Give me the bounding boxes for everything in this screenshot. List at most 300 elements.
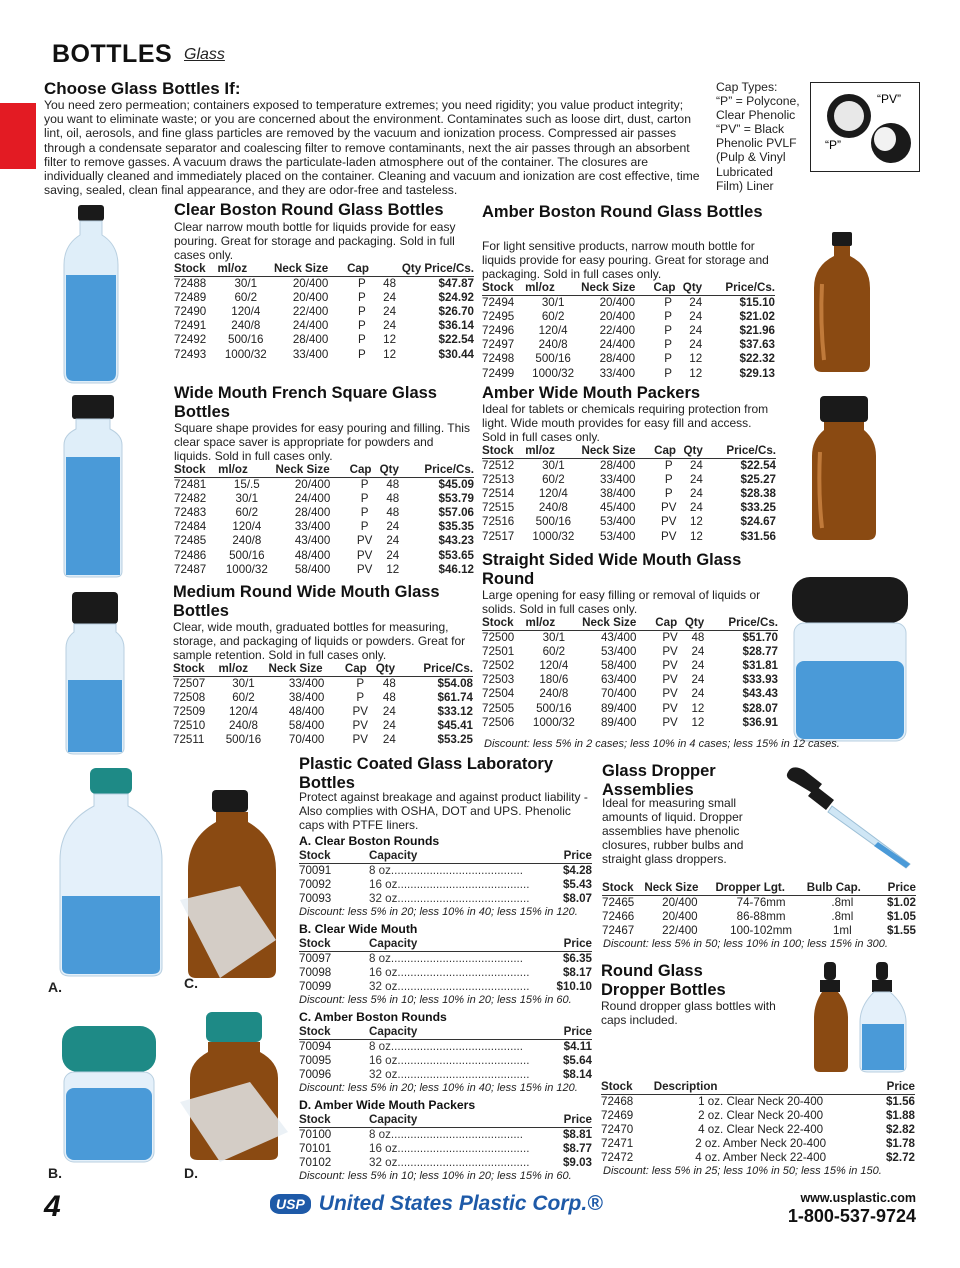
coated-group-discount: Discount: less 5% in 20; less 10% in 40; less 15% in 120. xyxy=(299,906,578,918)
table-cell: $47.87 xyxy=(438,277,474,291)
table-cell: 240/8 xyxy=(232,534,262,548)
table-cell: $1.02 xyxy=(886,896,916,910)
medium-round-desc: Clear, wide mouth, graduated bottles for measuring, storage, and packaging of liquids or powders. Great for sample retention. Sold in full cases only. xyxy=(173,620,466,662)
table-cell: P xyxy=(357,305,366,319)
table-cell: 33/400 xyxy=(288,677,325,691)
table-row xyxy=(174,563,474,577)
table-cell: 48 xyxy=(382,677,396,691)
svg-text:“P”: “P” xyxy=(825,138,841,152)
table-cell: 28/400 xyxy=(600,459,636,473)
french-square-table: Stock ml/oz Neck Size Cap Qty Price/Cs. 72481 15/.5 20/400 P 48 $45.09 72482 30/1 24/400 P 48 $53.79 72483 60/2 28/400 P 48 $57.06 72484 120/4 33/400 P 24 $35.35 72485 240/8 43/400 PV 24 $43.23 72486 500/16 48/400 PV 24 $53.65 72487 1000/32 58/400 PV 12 $46.12 xyxy=(174,463,474,576)
table-cell: 20/400 xyxy=(662,896,698,910)
table-cell: $53.25 xyxy=(437,733,473,747)
table-cell: 22/400 xyxy=(599,324,636,338)
french-square-desc: Square shape provides for easy pouring and filling. This clear space saver is appropriate for powders and liquids. Sold in full cases only. xyxy=(174,421,470,463)
table-cell: 30/1 xyxy=(542,459,565,473)
table-cell: 24 xyxy=(691,673,705,687)
coated-group-heading: D. Amber Wide Mouth Packers xyxy=(299,1098,476,1112)
table-cell: PV xyxy=(662,631,678,645)
table-cell: 72512 xyxy=(482,459,515,473)
table-cell: $21.02 xyxy=(739,310,775,324)
table-cell: $51.70 xyxy=(742,631,778,645)
table-cell: 2 oz. Amber Neck 20-400 xyxy=(695,1137,827,1151)
image-label-b: B. xyxy=(48,1165,62,1181)
table-cell: 33/400 xyxy=(294,520,331,534)
table-cell: 60/2 xyxy=(234,291,258,305)
french-square-bottle-image xyxy=(60,395,126,579)
page-number: 4 xyxy=(44,1190,61,1223)
table-cell: 72501 xyxy=(482,645,515,659)
table-cell: P xyxy=(360,506,369,520)
table-cell: $46.12 xyxy=(438,562,474,576)
table-row xyxy=(482,324,775,338)
table-row xyxy=(482,716,778,730)
table-cell: 24 xyxy=(689,473,703,487)
table-cell: 72489 xyxy=(174,291,207,305)
table-cell: 72466 xyxy=(602,910,635,924)
table-cell: 24/400 xyxy=(294,492,331,506)
table-cell: PV xyxy=(352,719,368,733)
intro-text: You need zero permeation; containers exposed to temperature extremes; you need rigidity; you value product integrity; you want to eliminate waste; or you are concerned about the environment. Contaminates such as loose dirt, dust, carton lint, oil, aerosols, and fine glass particles are removed by the vacuum and ionization process. Compressed air passes through a condensate separator and coalescing filter to remove contaminants, next the air passes through an absorbent filter to remove gasses. A vacuum draws the particulate-laden atmosphere out of the container. The closures are individually cleaned and immediately placed on the container. Cleaning and vacuum and ionization are cost effective, time saving, sealed, clean final appearance, and they are odor-free and tasteless. xyxy=(44,98,700,198)
table-cell: .8ml xyxy=(831,910,854,924)
table-cell: 30/1 xyxy=(234,277,258,291)
table-cell: PV xyxy=(662,659,678,673)
table-cell: $33.12 xyxy=(437,705,473,719)
table-cell: 4 oz. Amber Neck 22-400 xyxy=(695,1151,827,1165)
table-cell: 72470 xyxy=(601,1123,634,1137)
table-row xyxy=(174,319,474,333)
table-cell: 72490 xyxy=(174,305,207,319)
clear-boston-bottle-image xyxy=(58,205,124,385)
table-row xyxy=(602,896,916,911)
table-cell: 72484 xyxy=(174,520,207,534)
table-row: 70097 8 oz......................................... $6.35 xyxy=(299,952,592,966)
table-row xyxy=(482,487,776,501)
table-row xyxy=(482,645,778,659)
table-cell: 58/400 xyxy=(294,562,331,576)
table-cell: 60/2 xyxy=(232,691,255,705)
round-dropper-bottles-image xyxy=(812,962,912,1074)
table-row xyxy=(482,338,775,352)
table-cell: 20/400 xyxy=(662,910,698,924)
table-row xyxy=(482,501,776,515)
table-cell: PV xyxy=(352,733,368,747)
phone-number: 1-800-537-9724 xyxy=(787,1206,916,1226)
table-cell: $35.35 xyxy=(438,520,474,534)
table-cell: 33/400 xyxy=(292,347,329,361)
clear-boston-title: Clear Boston Round Glass Bottles xyxy=(174,201,444,219)
table-cell: $53.79 xyxy=(438,492,474,506)
table-cell: P xyxy=(357,277,366,291)
table-cell: 30/1 xyxy=(232,677,255,691)
straight-sided-table: Stock ml/oz Neck Size Cap Qty Price/Cs. 72500 30/1 43/400 PV 48 $51.70 72501 60/2 53/400 PV 24 $28.77 72502 120/4 58/400 PV 24 $31.81 72503 180/6 63/400 PV 24 $33.93 72504 240/8 70/400 PV 24 $43.43 72505 500/16 89/400 PV 12 $28.07 72506 1000/32 89/400 PV 12 $36.91 xyxy=(482,616,778,729)
table-cell: 60/2 xyxy=(235,506,259,520)
table-row xyxy=(174,291,474,305)
table-cell: 24 xyxy=(383,291,397,305)
table-cell: 2 oz. Clear Neck 20-400 xyxy=(698,1109,824,1123)
table-row xyxy=(482,687,778,701)
table-cell: $53.65 xyxy=(438,548,474,562)
table-row xyxy=(174,506,474,520)
coated-group-discount: Discount: less 5% in 10; less 10% in 20; less 15% in 60. xyxy=(299,1170,572,1182)
table-cell: 24 xyxy=(689,501,703,515)
table-cell: 72468 xyxy=(601,1095,634,1109)
table-cell: 500/16 xyxy=(536,701,572,715)
table-cell: 89/400 xyxy=(600,701,637,715)
table-cell: 120/4 xyxy=(538,324,568,338)
table-row: 70101 16 oz......................................... $8.77 xyxy=(299,1142,592,1156)
table-cell: 24 xyxy=(386,534,400,548)
table-cell: 72482 xyxy=(174,492,207,506)
table-cell: 12 xyxy=(689,529,703,543)
table-cell: 30/1 xyxy=(235,492,259,506)
table-cell: $31.56 xyxy=(740,529,776,543)
table-cell: P xyxy=(664,487,673,501)
table-cell: 22/400 xyxy=(662,924,698,938)
table-row: 70094 8 oz......................................... $4.11 xyxy=(299,1040,592,1054)
table-cell: 72465 xyxy=(602,896,635,910)
table-cell: $28.77 xyxy=(742,645,778,659)
table-cell: 30/1 xyxy=(541,296,565,310)
table-cell: $21.96 xyxy=(739,324,775,338)
amber-packers-table: Stock ml/oz Neck Size Cap Qty Price/Cs. 72512 30/1 28/400 P 24 $22.54 72513 60/2 33/400 P 24 $25.27 72514 120/4 38/400 P 24 $28.38 72515 240/8 45/400 PV 24 $33.25 72516 500/16 53/400 PV 12 $24.67 72517 1000/32 53/400 PV 12 $31.56 xyxy=(482,444,776,543)
table-cell: 72495 xyxy=(482,310,515,324)
table-row xyxy=(482,631,778,646)
table-cell: $45.09 xyxy=(438,478,474,492)
coated-bottle-c-image xyxy=(180,790,284,980)
usp-logo-mark: USP xyxy=(270,1194,311,1214)
image-label-c: C. xyxy=(184,975,198,991)
table-cell: 72516 xyxy=(482,515,515,529)
table-cell: $25.27 xyxy=(740,473,776,487)
table-row xyxy=(602,924,916,938)
coated-group-table: Stock Capacity Price 70091 8 oz......................................... $4.28 70092 16 oz......................................... $5.43 70093 32 oz......................................... $8.07 xyxy=(299,849,592,906)
medium-round-table: Stock ml/oz Neck Size Cap Qty Price/Cs. 72507 30/1 33/400 P 48 $54.08 72508 60/2 38/400 P 48 $61.74 72509 120/4 48/400 PV 24 $33.12 72510 240/8 58/400 PV 24 $45.41 72511 500/16 70/400 PV 24 $53.25 xyxy=(173,662,473,747)
table-cell: 120/4 xyxy=(231,305,261,319)
table-cell: $1.05 xyxy=(886,910,916,924)
table-cell: 48/400 xyxy=(294,548,331,562)
coated-group-table: Stock Capacity Price 70094 8 oz......................................... $4.11 70095 16 oz......................................... $5.64 70096 32 oz......................................... $8.14 xyxy=(299,1025,592,1082)
table-row xyxy=(482,659,778,673)
table-cell: P xyxy=(357,347,366,361)
table-cell: $30.44 xyxy=(438,347,474,361)
table-cell: 12 xyxy=(386,562,400,576)
table-cell: PV xyxy=(662,687,678,701)
table-cell: 60/2 xyxy=(541,310,565,324)
table-cell: PV xyxy=(352,705,368,719)
table-row xyxy=(601,1095,915,1110)
table-cell: 12 xyxy=(691,715,705,729)
table-cell: $26.70 xyxy=(438,305,474,319)
table-cell: 48 xyxy=(383,277,397,291)
table-cell: 48 xyxy=(386,478,400,492)
table-row xyxy=(174,277,474,292)
table-cell: 20/400 xyxy=(292,277,329,291)
amber-packers-desc: Ideal for tablets or chemicals requiring protection from light. Wide mouth provides for easy fill and access. Sold in full cases only. xyxy=(482,402,769,444)
table-cell: 72509 xyxy=(173,705,206,719)
table-cell: P xyxy=(664,338,673,352)
clear-boston-table: Stock ml/oz Neck Size Cap Qty Price/Cs. 72488 30/1 20/400 P 48 $47.87 72489 60/2 20/400 P 24 $24.92 72490 120/4 22/400 P 24 $26.70 72491 240/8 24/400 P 24 $36.14 72492 500/16 28/400 P 12 $22.54 72493 1000/32 33/400 P 12 $30.44 xyxy=(174,262,474,361)
table-row xyxy=(174,549,474,563)
table-cell: 72488 xyxy=(174,277,207,291)
table-row: 70099 32 oz......................................... $10.10 xyxy=(299,980,592,994)
cap-types-image xyxy=(810,82,920,172)
table-row xyxy=(482,296,775,311)
table-row xyxy=(173,691,473,705)
table-cell: PV xyxy=(661,501,677,515)
coated-group-discount: Discount: less 5% in 20; less 10% in 40; less 15% in 120. xyxy=(299,1082,578,1094)
amber-boston-bottle-image xyxy=(808,232,876,374)
coated-group-heading: C. Amber Boston Rounds xyxy=(299,1010,447,1024)
table-cell: $57.06 xyxy=(438,506,474,520)
table-cell: 72517 xyxy=(482,529,515,543)
table-cell: 120/4 xyxy=(232,520,262,534)
table-row: 70095 16 oz......................................... $5.64 xyxy=(299,1054,592,1068)
table-cell: 28/400 xyxy=(292,333,329,347)
table-cell: $22.54 xyxy=(438,333,474,347)
amber-boston-table: Stock ml/oz Neck Size Cap Qty Price/Cs. 72494 30/1 20/400 P 24 $15.10 72495 60/2 20/400 P 24 $21.02 72496 120/4 22/400 P 24 $21.96 72497 240/8 24/400 P 24 $37.63 72498 500/16 28/400 P 12 $22.32 72499 1000/32 33/400 P 12 $29.13 xyxy=(482,281,775,380)
table-cell: 500/16 xyxy=(229,548,265,562)
table-cell: 72467 xyxy=(602,924,635,938)
table-cell: 72491 xyxy=(174,319,207,333)
table-row xyxy=(482,352,775,366)
table-cell: $22.54 xyxy=(740,459,776,473)
table-cell: 4 oz. Clear Neck 22-400 xyxy=(698,1123,824,1137)
table-cell: PV xyxy=(661,529,677,543)
svg-text:“PV”: “PV” xyxy=(877,92,901,106)
amber-packers-title: Amber Wide Mouth Packers xyxy=(482,384,701,402)
table-cell: 72492 xyxy=(174,333,207,347)
table-row xyxy=(482,367,775,381)
table-cell: 500/16 xyxy=(228,333,264,347)
round-dropper-table: Stock Description Price 72468 1 oz. Clear Neck 20-400 $1.56 72469 2 oz. Clear Neck 20-400 $1.88 72470 4 oz. Clear Neck 22-400 $2.82 72471 2 oz. Amber Neck 20-400 $1.78 72472 4 oz. Amber Neck 22-400 $2.72 xyxy=(601,1080,915,1165)
section-tab xyxy=(0,103,36,169)
table-cell: $36.14 xyxy=(438,319,474,333)
table-row xyxy=(174,333,474,347)
plastic-coated-desc: Protect against breakage and against product liability - Also complies with OSHA, DOT and UPS. Phenolic caps with PTFE liners. xyxy=(299,790,588,832)
table-cell: 72471 xyxy=(601,1137,634,1151)
table-cell: 63/400 xyxy=(600,673,637,687)
table-row xyxy=(601,1151,915,1165)
table-row xyxy=(601,1109,915,1123)
table-cell: 1000/32 xyxy=(532,529,575,543)
table-cell: 48/400 xyxy=(288,705,325,719)
table-row xyxy=(173,719,473,733)
table-cell: 48 xyxy=(386,492,400,506)
table-cell: P xyxy=(664,352,673,366)
table-cell: 72511 xyxy=(173,733,205,747)
website-link[interactable]: www.usplastic.com xyxy=(800,1191,916,1205)
table-cell: 72503 xyxy=(482,673,515,687)
table-cell: 24 xyxy=(689,310,703,324)
table-cell: 38/400 xyxy=(288,691,325,705)
table-cell: 72494 xyxy=(482,296,515,310)
dropper-table: Stock Neck Size Dropper Lgt. Bulb Cap. Price 72465 20/400 74-76mm .8ml $1.02 72466 20/400 86-88mm .8ml $1.05 72467 22/400 100-102mm 1ml $1.55 xyxy=(602,881,916,938)
medium-round-title: Medium Round Wide Mouth Glass Bottles xyxy=(173,583,440,620)
table-cell: 20/400 xyxy=(599,296,636,310)
table-cell: 120/4 xyxy=(539,659,569,673)
table-cell: 240/8 xyxy=(538,338,568,352)
coated-group-table: Stock Capacity Price 70097 8 oz......................................... $6.35 70098 16 oz......................................... $8.17 70099 32 oz......................................... $10.10 xyxy=(299,937,592,994)
table-cell: 24 xyxy=(386,520,400,534)
table-cell: 72505 xyxy=(482,701,515,715)
table-cell: 20/400 xyxy=(599,310,636,324)
table-cell: 53/400 xyxy=(600,515,636,529)
table-cell: 43/400 xyxy=(294,534,331,548)
dropper-assembly-image xyxy=(782,764,916,872)
medium-round-bottle-image xyxy=(64,592,126,756)
table-row xyxy=(174,534,474,548)
table-cell: PV xyxy=(661,515,677,529)
table-row xyxy=(482,673,778,687)
straight-sided-title: Straight Sided Wide Mouth Glass Round xyxy=(482,551,742,588)
table-cell: 12 xyxy=(689,515,703,529)
table-cell: 15/.5 xyxy=(233,478,260,492)
table-cell: 72498 xyxy=(482,352,515,366)
table-cell: 72481 xyxy=(174,478,207,492)
page-title: BOTTLES xyxy=(52,40,173,68)
table-cell: 72497 xyxy=(482,338,515,352)
coated-group-heading: B. Clear Wide Mouth xyxy=(299,922,418,936)
table-row: 70096 32 oz......................................... $8.14 xyxy=(299,1068,592,1082)
table-cell: 12 xyxy=(689,352,703,366)
table-cell: 24 xyxy=(383,319,397,333)
table-cell: $2.82 xyxy=(885,1123,915,1137)
table-cell: P xyxy=(664,324,673,338)
table-cell: 72493 xyxy=(174,347,207,361)
round-dropper-discount: Discount: less 5% in 25; less 10% in 50; less 15% in 150. xyxy=(603,1165,882,1177)
coated-group-table: Stock Capacity Price 70100 8 oz......................................... $8.81 70101 16 oz......................................... $8.77 70102 32 oz......................................... $9.03 xyxy=(299,1113,592,1170)
table-cell: 12 xyxy=(689,366,703,380)
table-cell: 24/400 xyxy=(599,338,636,352)
table-cell: 48 xyxy=(386,506,400,520)
table-cell: P xyxy=(360,492,369,506)
table-cell: P xyxy=(664,459,673,473)
table-cell: $28.07 xyxy=(742,701,778,715)
table-cell: 72500 xyxy=(482,631,515,645)
table-cell: 1 oz. Clear Neck 20-400 xyxy=(698,1095,824,1109)
coated-bottle-a-image xyxy=(52,768,172,978)
table-cell: 48 xyxy=(382,691,396,705)
table-cell: 70/400 xyxy=(600,687,637,701)
table-row xyxy=(174,520,474,534)
table-cell: PV xyxy=(662,645,678,659)
table-cell: P xyxy=(360,478,369,492)
table-cell: 120/4 xyxy=(228,705,258,719)
straight-sided-desc: Large opening for easy filling or removal of liquids or solids. Sold in full cases only. xyxy=(482,588,761,616)
round-dropper-desc: Round dropper glass bottles with caps included. xyxy=(601,999,776,1027)
table-row: 70093 32 oz......................................... $8.07 xyxy=(299,892,592,906)
table-cell: 58/400 xyxy=(288,719,325,733)
amber-boston-desc: For light sensitive products, narrow mouth bottle for liquids provide for easy pouring. Great for storage and packaging. Sold in full cases only. xyxy=(482,239,769,281)
table-cell: 72507 xyxy=(173,677,206,691)
table-cell: P xyxy=(664,473,673,487)
table-cell: 72499 xyxy=(482,366,515,380)
dropper-title: Glass Dropper Assemblies xyxy=(602,762,716,799)
page-subtitle: Glass xyxy=(184,46,225,63)
table-row xyxy=(173,677,473,692)
table-cell: 24 xyxy=(383,305,397,319)
table-row xyxy=(601,1123,915,1137)
table-cell: 86-88mm xyxy=(736,910,786,924)
table-cell: PV xyxy=(356,534,373,548)
table-row: 70100 8 oz......................................... $8.81 xyxy=(299,1128,592,1142)
table-cell: 33/400 xyxy=(600,473,636,487)
table-cell: $54.08 xyxy=(437,677,473,691)
table-cell: 72469 xyxy=(601,1109,634,1123)
table-row xyxy=(482,530,776,544)
table-cell: 240/8 xyxy=(538,501,568,515)
table-cell: 24 xyxy=(689,338,703,352)
table-row xyxy=(173,705,473,719)
table-cell: 24 xyxy=(691,645,705,659)
table-cell: 30/1 xyxy=(542,631,566,645)
table-row xyxy=(173,733,473,747)
table-row xyxy=(174,492,474,506)
table-cell: $61.74 xyxy=(437,691,473,705)
table-row: 70102 32 oz......................................... $9.03 xyxy=(299,1156,592,1170)
dropper-discount: Discount: less 5% in 50; less 10% in 100; less 15% in 300. xyxy=(603,938,888,950)
table-cell: 72472 xyxy=(601,1151,634,1165)
table-cell: 20/400 xyxy=(294,478,331,492)
table-cell: 24 xyxy=(689,459,703,473)
table-row: 70091 8 oz......................................... $4.28 xyxy=(299,864,592,878)
table-cell: 72486 xyxy=(174,548,207,562)
table-cell: P xyxy=(357,291,366,305)
table-cell: $1.56 xyxy=(885,1095,915,1109)
table-cell: PV xyxy=(662,715,678,729)
table-row xyxy=(482,310,775,324)
table-cell: 43/400 xyxy=(600,631,637,645)
table-cell: PV xyxy=(356,562,373,576)
table-row: 70098 16 oz......................................... $8.17 xyxy=(299,966,592,980)
table-cell: 12 xyxy=(691,701,705,715)
company-logo xyxy=(270,1192,603,1216)
table-cell: 28/400 xyxy=(599,352,636,366)
table-cell: 240/8 xyxy=(231,319,261,333)
table-row xyxy=(482,702,778,716)
table-cell: $43.23 xyxy=(438,534,474,548)
coated-bottle-b-image xyxy=(58,1026,160,1166)
table-cell: 12 xyxy=(383,333,397,347)
table-cell: PV xyxy=(662,701,678,715)
dropper-desc: Ideal for measuring small amounts of liquid. Dropper assemblies have phenolic closures, rubber bulbs and straight glass droppers. xyxy=(602,796,744,866)
table-cell: $45.41 xyxy=(437,719,473,733)
table-cell: 500/16 xyxy=(535,352,571,366)
table-cell: P xyxy=(356,677,365,691)
french-square-title: Wide Mouth French Square Glass Bottles xyxy=(174,384,437,421)
table-row xyxy=(482,459,776,474)
cap-types-text: Cap Types: “P” = Polycone, Clear Phenolic “PV” = Black Phenolic PVLF (Pulp & Vinyl Lubricated Film) Liner xyxy=(716,80,800,193)
table-cell: 180/6 xyxy=(539,673,569,687)
table-cell: .8ml xyxy=(831,896,854,910)
clear-boston-desc: Clear narrow mouth bottle for liquids provide for easy pouring. Great for storage and packaging. Sold in full cases only. xyxy=(174,220,456,262)
coated-bottle-d-image xyxy=(180,1012,288,1162)
table-cell: 53/400 xyxy=(600,529,636,543)
image-label-a: A. xyxy=(48,979,62,995)
table-cell: 72496 xyxy=(482,324,515,338)
table-cell: 72513 xyxy=(482,473,515,487)
table-cell: $2.72 xyxy=(885,1151,915,1165)
table-cell: 24/400 xyxy=(292,319,329,333)
table-cell: 24 xyxy=(386,548,400,562)
table-cell: 72485 xyxy=(174,534,207,548)
table-cell: 72515 xyxy=(482,501,515,515)
table-cell: 24 xyxy=(689,324,703,338)
table-cell: $28.38 xyxy=(740,487,776,501)
table-cell: $33.93 xyxy=(742,673,778,687)
table-cell: $33.25 xyxy=(740,501,776,515)
